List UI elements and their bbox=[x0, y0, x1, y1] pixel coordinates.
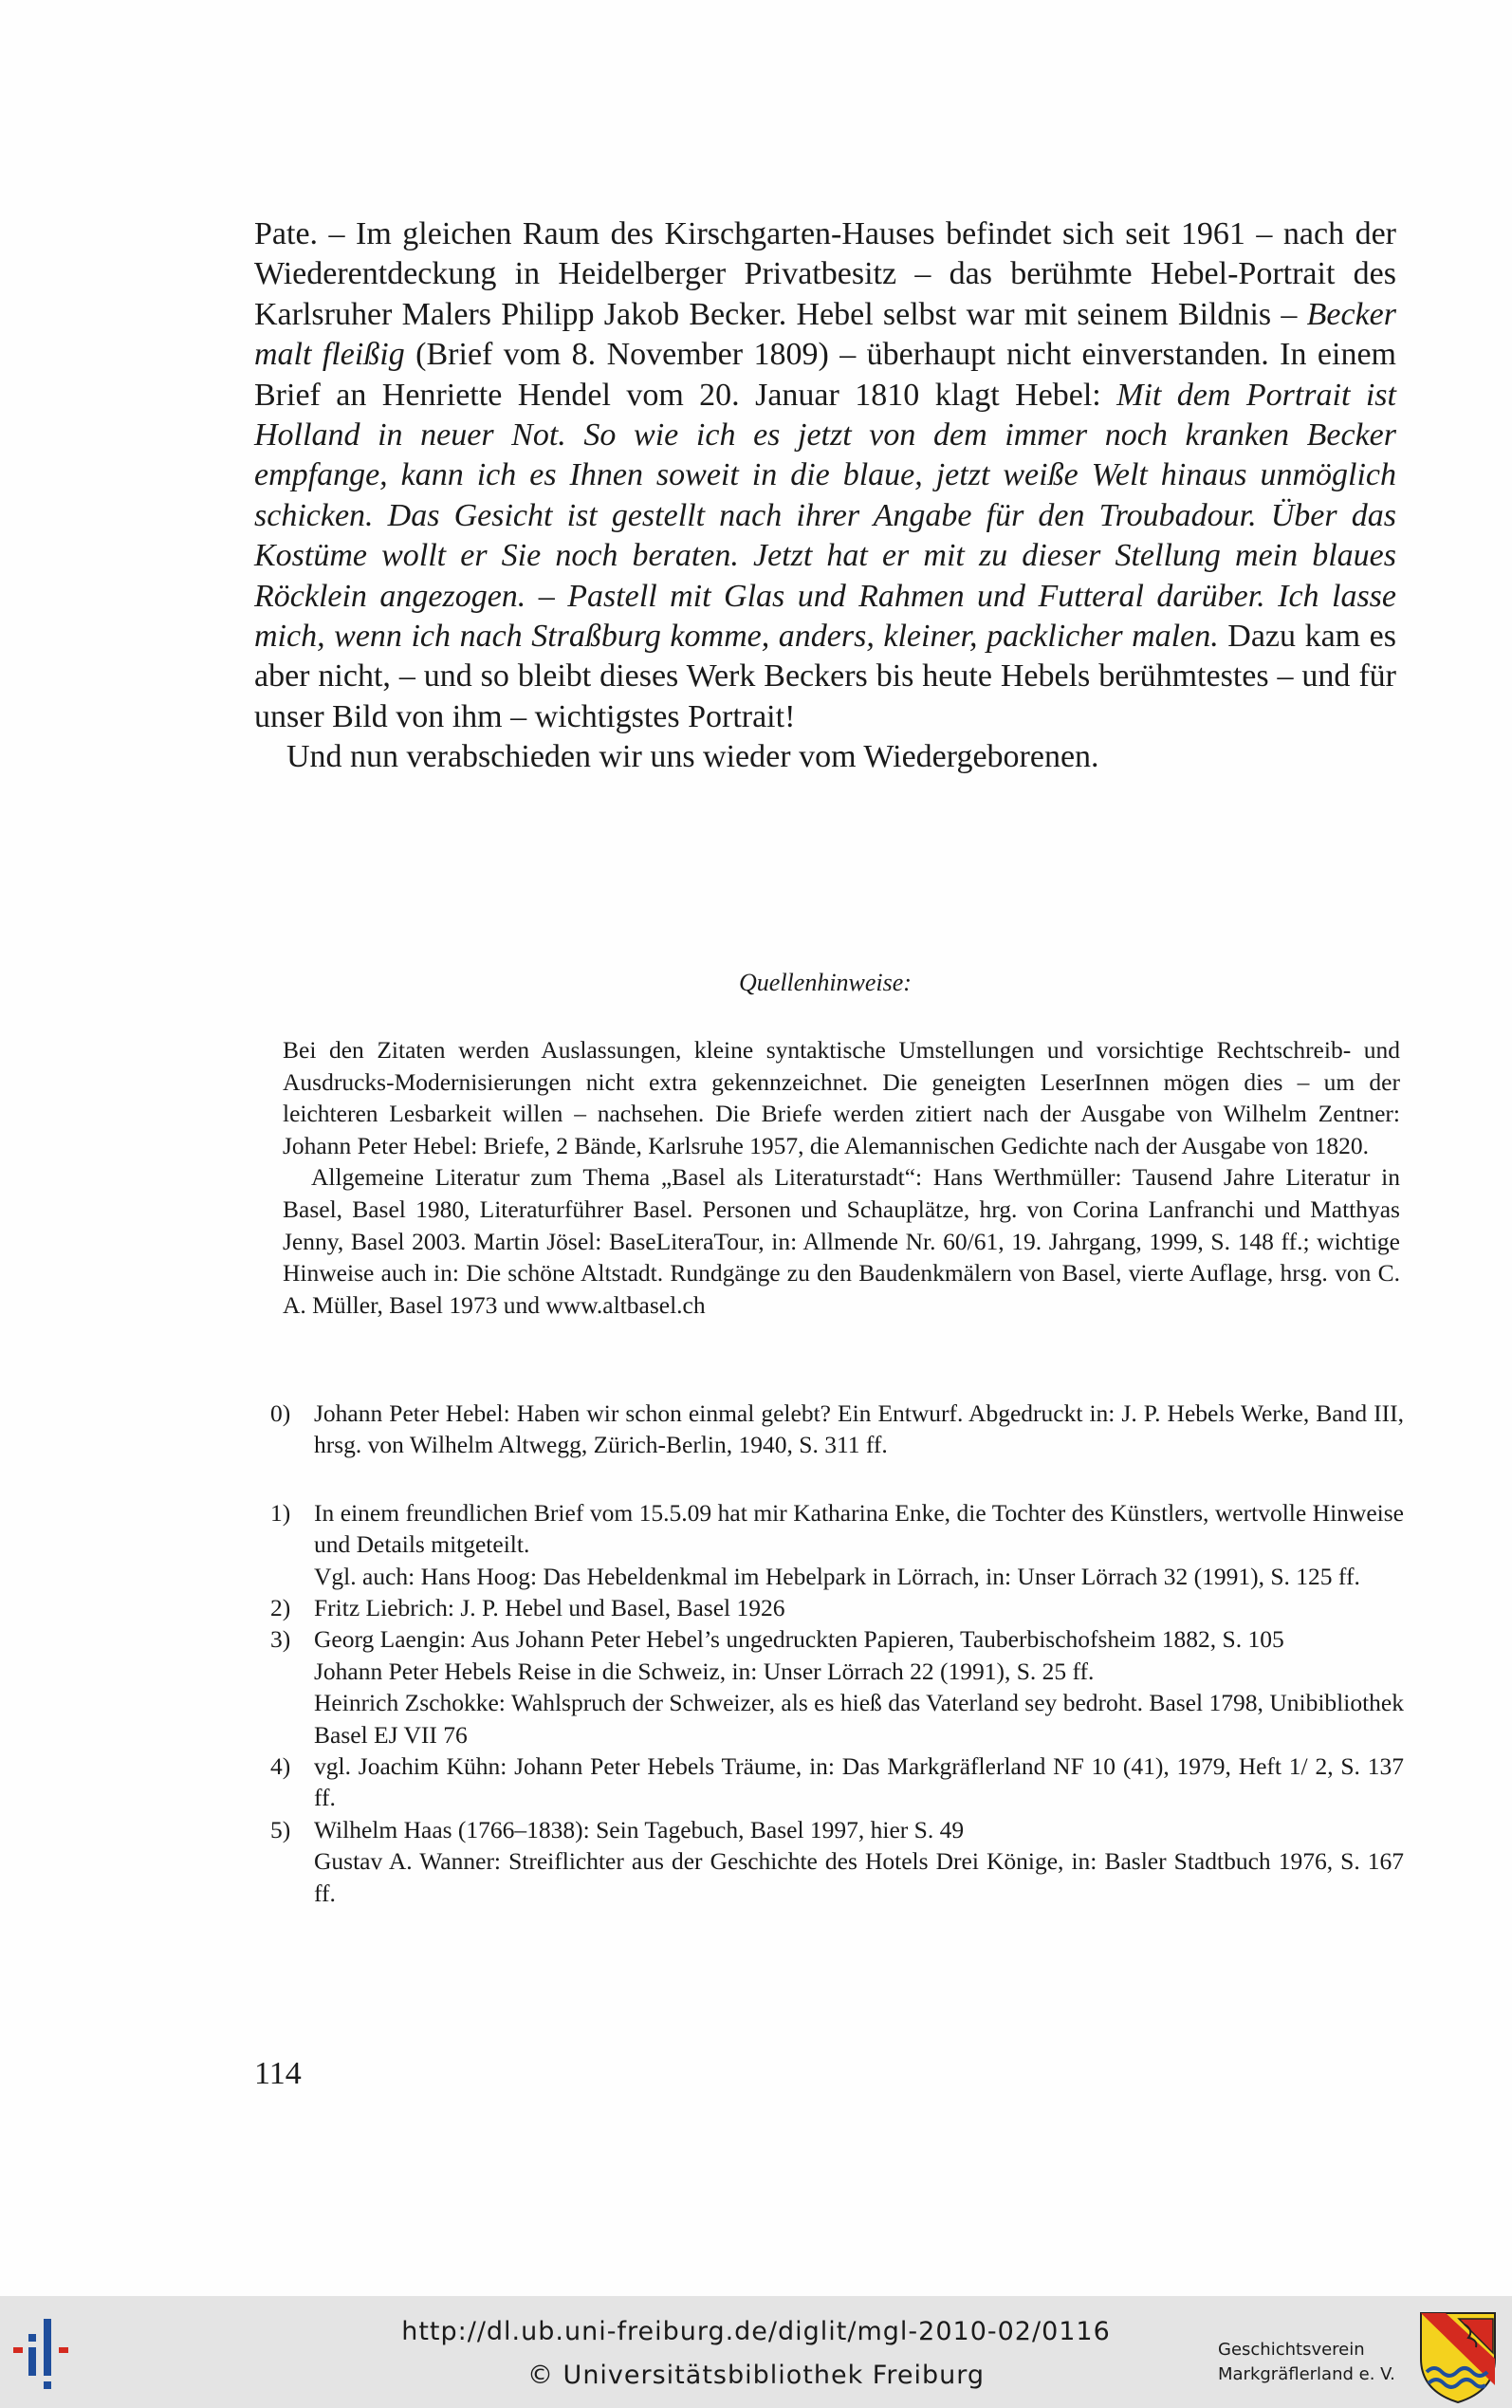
sources-paragraph-2: Allgemeine Literatur zum Thema „Basel als Literaturstadt“: Hans Werthmüller: Tausend Jahre Literatur in Basel, Basel 1980, Literaturführer Basel. Personen und Schauplätze, hrg. von Corina Lanfranchi und Matthyas Jenny, Basel 2003. Martin Jösel: BaseLiteraTour, in: Allmende Nr. 60/61, 19. Jahrgang, 1999, S. 148 ff.; wichtige Hinweise auch in: Die schöne Altstadt. Rundgänge zu den Baudenkmälern von Basel, vierte Auflage, hrsg. von C. A. Müller, Basel 1973 und www.altbasel.ch bbox=[283, 1163, 1400, 1319]
sources-paragraph-1: Bei den Zitaten werden Auslassungen, kleine syntaktische Umstellungen und vorsichtige Rechtschreib- und Ausdrucks-Modernisierungen nicht extra gekennzeichnet. Die geneigten LeserInnen mögen dies – um der leichteren Lesbarkeit willen – nachsehen. Die Briefe werden zitiert nach der Ausgabe von Wilhelm Zentner: Johann Peter Hebel: Briefe, 2 Bände, Karlsruhe 1957, die Alemannischen Gedichte nach der Ausgabe von 1820. bbox=[283, 1036, 1400, 1159]
sources-text bbox=[283, 1034, 1400, 1321]
society-name: Geschichtsverein Markgräflerland e. V. bbox=[1218, 2340, 1395, 2384]
footnote-number: 5) bbox=[270, 1815, 291, 1843]
footnote-1 bbox=[270, 1497, 1404, 1592]
footnote-4 bbox=[270, 1750, 1404, 1814]
footnote-5 bbox=[270, 1814, 1404, 1909]
paragraph-1: Pate. – Im gleichen Raum des Kirschgarten-Hauses befindet sich seit 1961 – nach der Wiederentdeckung in Heidelberger Privatbesitz – das berühmte Hebel-Portrait des Karlsruher Malers Philipp Jakob Becker. Hebel selbst war mit seinem Bildnis – Becker malt fleißig (Brief vom 8. November 1809) – überhaupt nicht einverstanden. In einem Brief an Henriette Hendel vom 20. Januar 1810 klagt Hebel: Mit dem Portrait ist Holland in neuer Not. So wie ich es jetzt von dem immer noch kranken Becker empfange, kann ich es Ihnen soweit in die blaue, jetzt weiße Welt hinaus unmöglich schicken. Das Gesicht ist gestellt nach ihrer Angabe für den Troubadour. Über das Kostüme wollt er Sie noch beraten. Jetzt hat er mit zu dieser Stellung mein blaues Röcklein angezogen. – Pastell mit Glas und Rahmen und Futteral darüber. Ich lasse mich, wenn ich nach Straßburg komme, anders, kleiner, packlicher malen. Dazu kam es aber nicht, – und so bleibt dieses Werk Beckers bis heute Hebels berühmtestes – und für unser Bild von ihm – wichtigstes Portrait! bbox=[254, 216, 1396, 734]
footnote-body: Johann Peter Hebel: Haben wir schon einmal gelebt? Ein Entwurf. Abgedruckt in: J. P. Hebels Werke, Band III, hrsg. von Wilhelm Altwegg, Zürich-Berlin, 1940, S. 311 ff. bbox=[314, 1399, 1404, 1459]
footnote-number: 0) bbox=[270, 1399, 291, 1427]
footnote-body: vgl. Joachim Kühn: Johann Peter Hebels Träume, in: Das Markgräflerland NF 10 (41), 1979, Heft 1/ 2, S. 137 ff. bbox=[314, 1752, 1404, 1812]
footnotes bbox=[270, 1398, 1404, 1909]
footer-bar bbox=[0, 2296, 1512, 2408]
footnote-0 bbox=[270, 1398, 1404, 1461]
paragraph-2: Und nun verabschieden wir uns wieder vom Wiedergeborenen. bbox=[286, 739, 1099, 775]
coat-of-arms-icon bbox=[1417, 2309, 1499, 2404]
footnote-2 bbox=[270, 1592, 1404, 1623]
footnote-number: 1) bbox=[270, 1498, 291, 1527]
footnote-body: In einem freundlichen Brief vom 15.5.09 hat mir Katharina Enke, die Tochter des Künstlers, wertvolle Hinweise und Details mitgeteilt. Vgl. auch: Hans Hoog: Das Hebeldenkmal im Hebelpark in Lörrach, in: Unser Lörrach 32 (1991), S. 125 ff. bbox=[314, 1498, 1404, 1590]
footnote-number: 2) bbox=[270, 1594, 291, 1622]
quote-becker: Becker malt fleißig bbox=[254, 296, 1396, 373]
page-number: 114 bbox=[254, 2056, 302, 2091]
footnote-number: 4) bbox=[270, 1752, 291, 1781]
sources-heading: Quellenhinweise: bbox=[739, 969, 912, 996]
footnote-number: 3) bbox=[270, 1625, 291, 1654]
footnote-body: Fritz Liebrich: J. P. Hebel und Basel, Basel 1926 bbox=[314, 1594, 785, 1622]
quote-letter: Mit dem Portrait ist Holland in neuer Not. So wie ich es jetzt von dem immer noch kranken Becker empfange, kann ich es Ihnen soweit in die blaue, jetzt weiße Welt hinaus unmöglich schicken. Das Gesicht ist gestellt nach ihrer Angabe für den Troubadour. Über das Kostüme wollt er Sie noch beraten. Jetzt hat er mit zu dieser Stellung mein blaues Röcklein angezogen. – Pastell mit Glas und Rahmen und Futteral darüber. Ich lasse mich, wenn ich nach Straßburg komme, anders, kleiner, packlicher malen. bbox=[254, 377, 1396, 655]
footer-copyright: © Universitätsbibliothek Freiburg bbox=[526, 2361, 986, 2390]
footer-url-link[interactable]: http://dl.ub.uni-freiburg.de/diglit/mgl-2010-02/0116 bbox=[401, 2317, 1111, 2346]
footnote-body: Georg Laengin: Aus Johann Peter Hebel’s ungedruckten Papieren, Tauberbischofsheim 1882, S. 105 Johann Peter Hebels Reise in die Schweiz, in: Unser Lörrach 22 (1991), S. 25 ff. Heinrich Zschokke: Wahlspruch der Schweizer, als es hieß das Vaterland sey bedroht. Basel 1798, Unibibliothek Basel EJ VII 76 bbox=[314, 1625, 1404, 1749]
footnote-3 bbox=[270, 1623, 1404, 1750]
main-text bbox=[254, 214, 1396, 778]
footnote-body: Wilhelm Haas (1766–1838): Sein Tagebuch, Basel 1997, hier S. 49 Gustav A. Wanner: Streiflichter aus der Geschichte des Hotels Drei Könige, in: Basler Stadtbuch 1976, S. 167 ff. bbox=[314, 1815, 1404, 1907]
